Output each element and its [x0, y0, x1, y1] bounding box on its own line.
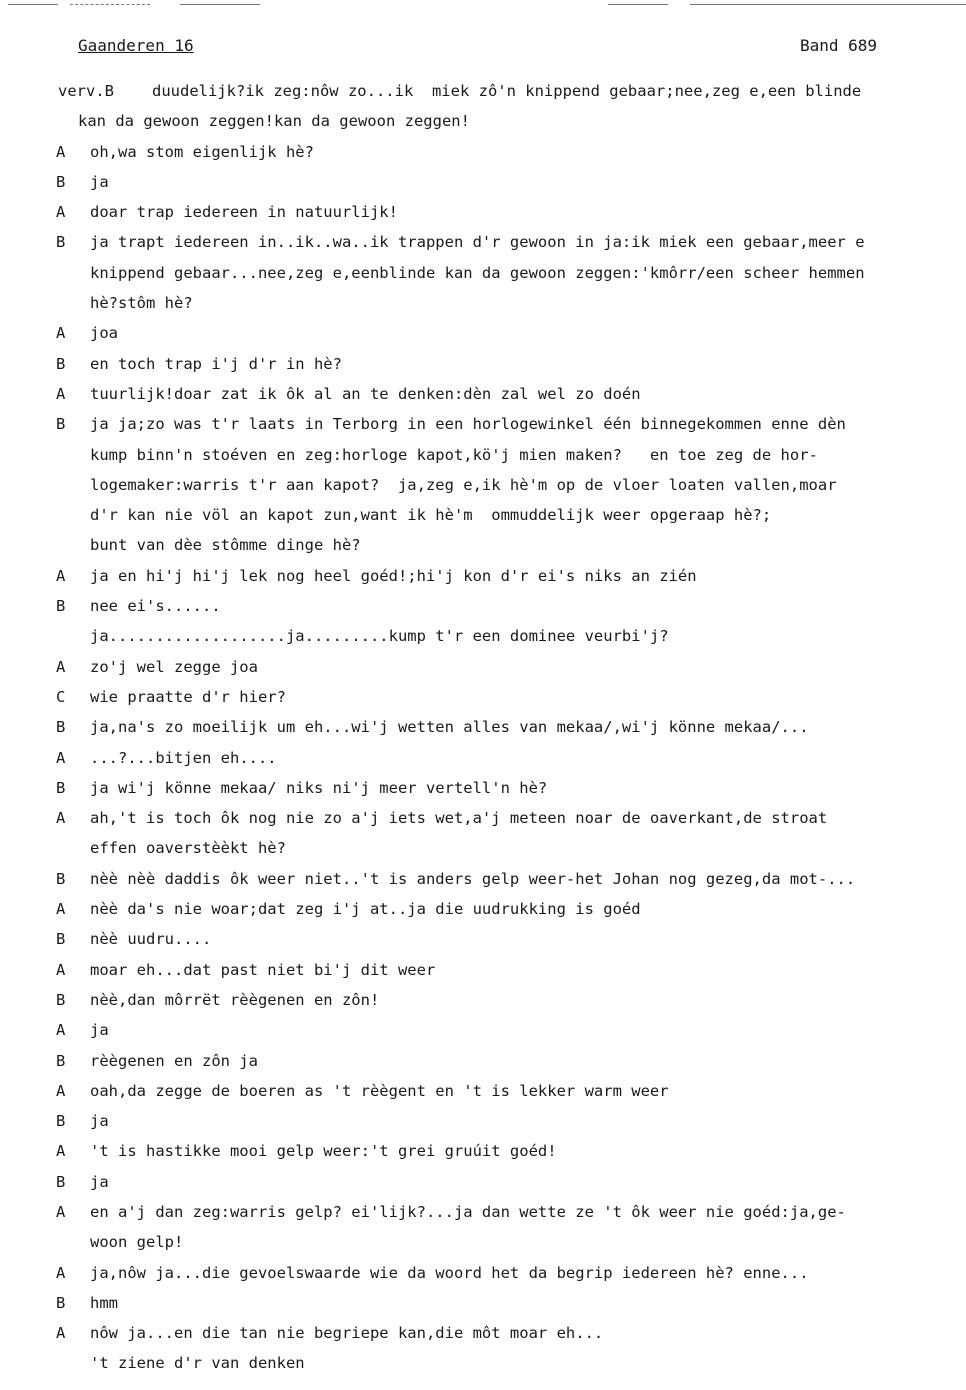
- transcript-line: [0, 227, 966, 257]
- speaker-label: A: [56, 1324, 66, 1343]
- utterance-text: oh,wa stom eigenlijk hè?: [90, 142, 314, 161]
- transcript-line: [0, 864, 966, 894]
- utterance-text: effen oaverstèèkt hè?: [90, 839, 286, 858]
- transcript-line: [0, 197, 966, 227]
- page-header: [0, 36, 966, 62]
- transcript-line: [0, 167, 966, 197]
- transcript-line: [0, 409, 966, 439]
- speaker-label: B: [56, 718, 66, 737]
- speaker-label: B: [56, 354, 66, 373]
- speaker-label: B: [56, 869, 66, 888]
- utterance-text: ...?...bitjen eh....: [90, 748, 277, 767]
- speaker-label: A: [56, 324, 66, 343]
- speaker-label: B: [56, 1051, 66, 1070]
- transcript: [0, 76, 966, 1379]
- utterance-text: hmm: [90, 1293, 118, 1312]
- utterance-text: hè?stôm hè?: [90, 294, 193, 313]
- utterance-text: rèègenen en zôn ja: [90, 1051, 258, 1070]
- utterance-text: kan da gewoon zeggen!kan da gewoon zeggen!: [78, 112, 470, 131]
- utterance-text: joa: [90, 324, 118, 343]
- utterance-text: duudelijk?ik zeg:nôw zo...ik miek zô'n knippend gebaar;nee,zeg e,een blinde: [152, 82, 862, 100]
- transcript-line: [0, 76, 966, 106]
- utterance-text: ja: [90, 172, 109, 191]
- transcript-line: [0, 712, 966, 742]
- transcript-line: [0, 803, 966, 833]
- utterance-text: d'r kan nie völ an kapot zun,want ik hè'm ommuddelijk weer opgeraap hè?;: [90, 506, 772, 525]
- transcript-line: [0, 1136, 966, 1166]
- utterance-text: ja ja;zo was t'r laats in Terborg in een horlogewinkel één binnegekommen enne dèn: [90, 415, 846, 434]
- utterance-text: ja,na's zo moeilijk um eh...wi'j wetten alles van mekaa/,wi'j könne mekaa/...: [90, 718, 809, 737]
- transcript-line: [0, 288, 966, 318]
- utterance-text: nee ei's......: [90, 597, 221, 616]
- transcript-line: [0, 561, 966, 591]
- utterance-text: ja wi'j könne mekaa/ niks ni'j meer vertell'n hè?: [90, 778, 548, 797]
- speaker-label: B: [56, 778, 66, 797]
- speaker-label: A: [56, 748, 66, 767]
- utterance-text: kump binn'n stoéven en zeg:horloge kapot,kö'j mien maken? en toe zeg de hor-: [90, 445, 818, 464]
- transcript-line: [0, 1106, 966, 1136]
- speaker-label: A: [56, 900, 66, 919]
- utterance-text: nôw ja...en die tan nie begriepe kan,die môt moar eh...: [90, 1324, 604, 1343]
- utterance-text: nèè da's nie woar;dat zeg i'j at..ja die uudrukking is goéd: [90, 900, 641, 919]
- transcript-line: [0, 1167, 966, 1197]
- utterance-text: nèè nèè daddis ôk weer niet..'t is anders gelp weer-het Johan nog gezeg,da mot-...: [90, 869, 856, 888]
- speaker-label: A: [56, 1021, 66, 1040]
- transcript-line: [0, 1015, 966, 1045]
- speaker-label: C: [56, 687, 66, 706]
- speaker-label: A: [56, 1142, 66, 1161]
- transcript-line: [0, 106, 966, 136]
- utterance-text: oah,da zegge de boeren as 't rèègent en 't is lekker warm weer: [90, 1081, 669, 1100]
- transcript-line: [0, 621, 966, 651]
- transcript-line: [0, 833, 966, 863]
- utterance-text: nèè uudru....: [90, 930, 212, 949]
- speaker-label: A: [56, 566, 66, 585]
- transcript-line: [0, 1318, 966, 1348]
- transcript-line: [0, 1197, 966, 1227]
- utterance-text: 't is hastikke mooi gelp weer:'t grei gruúit goéd!: [90, 1142, 557, 1161]
- band-number: Band 689: [800, 36, 878, 55]
- transcript-line: [0, 924, 966, 954]
- utterance-text: bunt van dèe stômme dinge hè?: [90, 536, 361, 555]
- utterance-text: tuurlijk!doar zat ik ôk al an te denken:dèn zal wel zo doén: [90, 384, 641, 403]
- speaker-label: B: [56, 172, 66, 191]
- utterance-text: ah,'t is toch ôk nog nie zo a'j iets wet,a'j meteen noar de oaverkant,de stroat: [90, 809, 828, 828]
- transcript-line: [0, 500, 966, 530]
- transcript-line: [0, 1288, 966, 1318]
- utterance-text: en toch trap i'j d'r in hè?: [90, 354, 342, 373]
- transcript-line: [0, 682, 966, 712]
- utterance-text: ja: [90, 1112, 109, 1131]
- utterance-text: nèè,dan môrrët rèègenen en zôn!: [90, 990, 380, 1009]
- speaker-label: B: [56, 1112, 66, 1131]
- transcript-line: [0, 652, 966, 682]
- utterance-text: ja: [90, 1172, 109, 1191]
- utterance-text: ja: [90, 1021, 109, 1040]
- transcript-line: [0, 349, 966, 379]
- transcript-line: [0, 440, 966, 470]
- speaker-label: B: [56, 990, 66, 1009]
- utterance-text: knippend gebaar...nee,zeg e,eenblinde kan da gewoon zeggen:'kmôrr/een scheer hemmen: [90, 263, 865, 282]
- transcript-line: [0, 258, 966, 288]
- transcript-line: [0, 985, 966, 1015]
- transcript-line: [0, 1348, 966, 1378]
- speaker-label: B: [56, 233, 66, 252]
- transcript-line: [0, 955, 966, 985]
- transcript-line: [0, 137, 966, 167]
- speaker-label: A: [56, 384, 66, 403]
- speaker-label: A: [56, 657, 66, 676]
- utterance-text: ja,nôw ja...die gevoelswaarde wie da woord het da begrip iedereen hè? enne...: [90, 1263, 809, 1282]
- speaker-label: B: [56, 930, 66, 949]
- speaker-label: B: [56, 597, 66, 616]
- speaker-label: B: [56, 1172, 66, 1191]
- speaker-label: A: [56, 1081, 66, 1100]
- transcript-line: [0, 1227, 966, 1257]
- utterance-text: ja trapt iedereen in..ik..wa..ik trappen d'r gewoon in ja:ik miek een gebaar,meer e: [90, 233, 865, 252]
- transcript-line: [0, 591, 966, 621]
- utterance-text: en a'j dan zeg:warris gelp? ei'lijk?...ja dan wette ze 't ôk weer nie goéd:ja,ge-: [90, 1202, 846, 1221]
- transcript-line: [0, 743, 966, 773]
- transcript-line: [0, 1076, 966, 1106]
- speaker-label: A: [56, 203, 66, 222]
- utterance-text: zo'j wel zegge joa: [90, 657, 258, 676]
- transcript-line: [0, 379, 966, 409]
- utterance-text: doar trap iedereen in natuurlijk!: [90, 203, 398, 222]
- transcript-line: [0, 530, 966, 560]
- transcript-line: [0, 1046, 966, 1076]
- utterance-text: moar eh...dat past niet bi'j dit weer: [90, 960, 436, 979]
- speaker-label: B: [56, 415, 66, 434]
- document-title: Gaanderen 16: [78, 36, 194, 55]
- utterance-text: 't ziene d'r van denken: [90, 1354, 305, 1373]
- utterance-text: woon gelp!: [90, 1233, 184, 1252]
- transcript-line: [0, 894, 966, 924]
- utterance-text: ja...................ja.........kump t'r een dominee veurbi'j?: [90, 627, 669, 646]
- transcript-line: [0, 773, 966, 803]
- transcript-line: [0, 1258, 966, 1288]
- speaker-label: A: [56, 142, 66, 161]
- speaker-label: A: [56, 960, 66, 979]
- speaker-label: B: [56, 1293, 66, 1312]
- utterance-text: ja en hi'j hi'j lek nog heel goéd!;hi'j kon d'r ei's niks an zién: [90, 566, 697, 585]
- transcript-line: [0, 470, 966, 500]
- utterance-text: wie praatte d'r hier?: [90, 687, 286, 706]
- speaker-label: A: [56, 1263, 66, 1282]
- speaker-label: A: [56, 1202, 66, 1221]
- speaker-label: A: [56, 809, 66, 828]
- utterance-text: logemaker:warris t'r aan kapot? ja,zeg e,ik hè'm op de vloer loaten vallen,moar: [90, 475, 837, 494]
- speaker-label: verv.B: [58, 82, 114, 100]
- transcript-line: [0, 318, 966, 348]
